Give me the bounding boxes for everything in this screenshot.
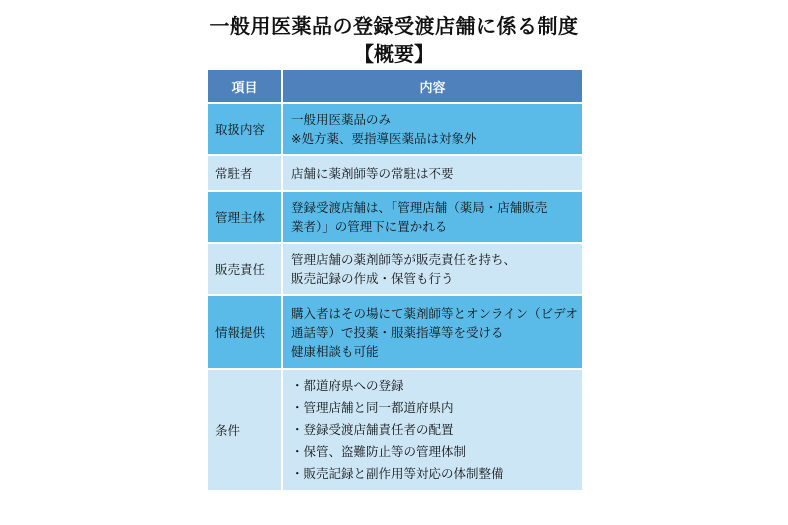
table-row xyxy=(208,369,582,491)
content-line: ※処方薬、要指導医薬品は対象外 xyxy=(291,131,477,146)
row-label: 管理主体 xyxy=(208,191,282,243)
row-label: 常駐者 xyxy=(208,155,282,191)
row-label: 情報提供 xyxy=(208,295,282,369)
table-header-row xyxy=(208,70,582,103)
row-label: 条件 xyxy=(208,369,282,491)
content-line: ・登録受渡店舗責任者の配置 xyxy=(291,422,454,437)
content-line: ・管理店舗と同一都道府県内 xyxy=(291,400,454,415)
table-row xyxy=(208,155,582,191)
row-content xyxy=(282,191,582,243)
page-subtitle: 【概要】 xyxy=(354,42,434,66)
table-row xyxy=(208,103,582,155)
content-line: 通話等）で投薬・服薬指導等を受ける xyxy=(291,324,504,340)
page-title: 一般用医薬品の登録受渡店舗に係る制度 xyxy=(209,14,579,38)
header-item: 項目 xyxy=(208,70,282,103)
content-line: 店舗に薬剤師等の常駐は不要 xyxy=(291,165,454,181)
overview-table xyxy=(208,70,582,492)
row-content xyxy=(282,155,582,191)
content-line: ・保管、盗難防止等の管理体制 xyxy=(291,444,467,459)
row-label: 販売責任 xyxy=(208,243,282,295)
content-line: 販売記録の作成・保管も行う xyxy=(291,271,454,286)
header-content: 内容 xyxy=(282,70,582,103)
content-line: ・都道府県への登録 xyxy=(291,378,404,393)
content-line: 一般用医薬品のみ xyxy=(291,112,392,127)
row-label: 取扱内容 xyxy=(208,103,282,155)
row-content xyxy=(282,369,582,491)
content-line: 管理店舗の薬剤師等が販売責任を持ち、 xyxy=(291,252,517,267)
row-content xyxy=(282,103,582,155)
table-row xyxy=(208,243,582,295)
row-content xyxy=(282,295,582,369)
table-row xyxy=(208,191,582,243)
table-row xyxy=(208,295,582,369)
content-line: 購入者はその場にて薬剤師等とオンライン（ビデオ xyxy=(291,305,578,321)
content-line: 業者）」の管理下に置かれる xyxy=(291,219,448,234)
row-content xyxy=(282,243,582,295)
content-line: 健康相談も可能 xyxy=(291,343,379,359)
content-line: ・販売記録と副作用等対応の体制整備 xyxy=(291,466,504,481)
content-line: 登録受渡店舗は、「管理店舗（薬局・店舗販売 xyxy=(291,200,548,215)
